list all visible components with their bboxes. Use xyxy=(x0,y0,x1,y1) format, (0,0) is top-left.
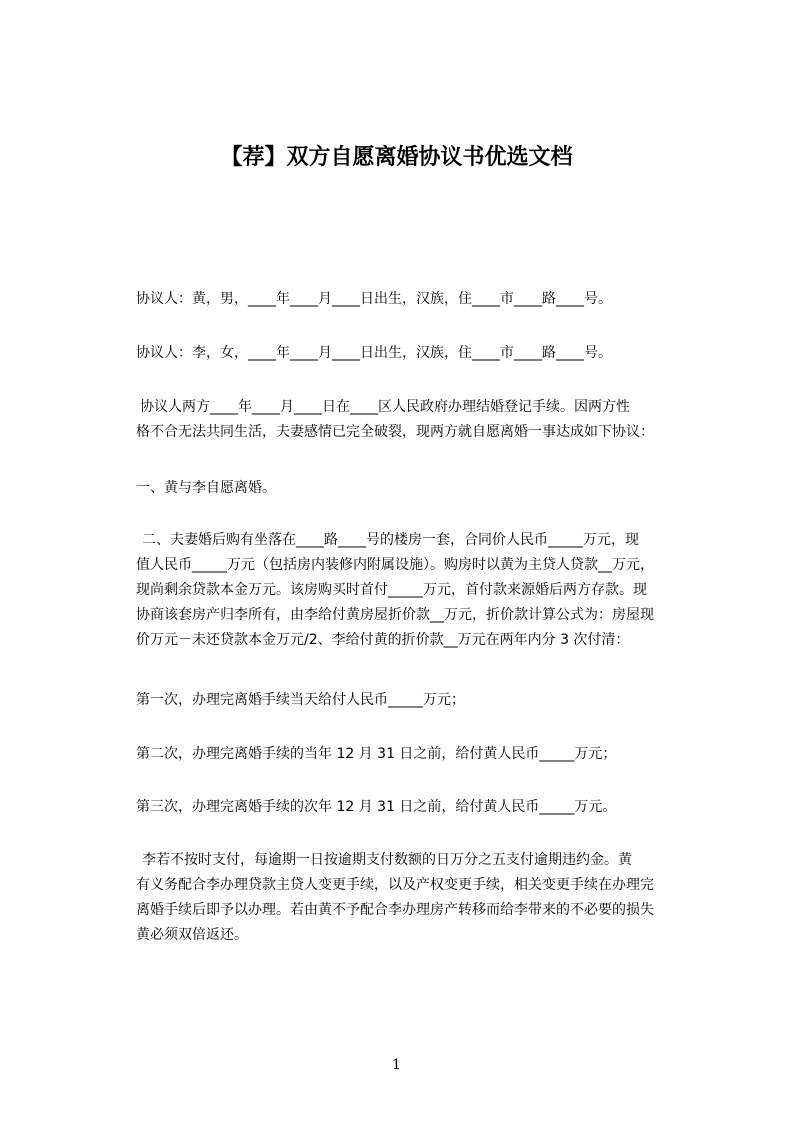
paragraph-line: 离婚手续后即予以办理。若由黄不予配合李办理房产转移而给李带来的不必要的损失 xyxy=(136,902,654,918)
paragraph-line: 值人民币_____万元（包括房内装修内附属设施）。购房时以黄为主贷人贷款__万元， xyxy=(136,557,654,573)
paragraph-line: 现尚剩余贷款本金万元。该房购买时首付_____万元，首付款来源婚后两方存款。现 xyxy=(136,582,647,598)
paragraph-line: 格不合无法共同生活，夫妻感情已完全破裂，现两方就自愿离婚一事达成如下协议： xyxy=(136,424,654,440)
paragraph-line: 价万元－未还贷款本金万元/2、李给付黄的折价款__万元在两年内分 3 次付清： xyxy=(136,632,630,648)
paragraph-preamble xyxy=(136,395,676,445)
paragraph-line: 有义务配合李办理贷款主贷人变更手续，以及产权变更手续，相关变更手续在办理完 xyxy=(136,877,654,893)
paragraph-line: 第一次，办理完离婚手续当天给付人民币_____万元； xyxy=(136,692,465,708)
paragraph-penalty xyxy=(136,848,676,948)
paragraph-line: 协议人两方____年____月____日在____区人民政府办理结婚登记手续。因两方性 xyxy=(140,399,630,415)
paragraph-payment-second xyxy=(136,742,676,767)
paragraph-line: 黄必须双倍返还。 xyxy=(136,927,248,943)
paragraph-line: 协议人：黄，男，____年____月____日出生，汉族，住____市____路____号。 xyxy=(136,291,612,307)
paragraph-line: 第二次，办理完离婚手续的当年 12 月 31 日之前，给付黄人民币_____万元； xyxy=(136,746,617,762)
paragraph-clause-two xyxy=(136,528,676,653)
paragraph-clause-one xyxy=(136,476,676,501)
paragraph-line: 第三次，办理完离婚手续的次年 12 月 31 日之前，给付黄人民币_____万元。 xyxy=(136,799,617,815)
paragraph-line: 协议人：李，女，____年____月____日出生，汉族，住____市____路____号。 xyxy=(136,345,612,361)
paragraph-party-li xyxy=(136,341,676,366)
paragraph-line: 二、夫妻婚后购有坐落在____路____号的楼房一套，合同价人民币_____万元，现 xyxy=(142,532,639,548)
document-title: 【荐】双方自愿离婚协议书优选文档 xyxy=(220,145,573,170)
paragraph-payment-first xyxy=(136,688,676,713)
paragraph-line: 李若不按时支付，每逾期一日按逾期支付数额的日万分之五支付逾期违约金。黄 xyxy=(142,852,632,868)
page-number: 1 xyxy=(392,1057,401,1073)
paragraph-party-huang xyxy=(136,287,676,312)
paragraph-line: 一、黄与李自愿离婚。 xyxy=(136,480,276,496)
paragraph-line: 协商该套房产归李所有，由李给付黄房屋折价款__万元，折价款计算公式为：房屋现 xyxy=(136,607,654,623)
paragraph-payment-third xyxy=(136,795,676,820)
